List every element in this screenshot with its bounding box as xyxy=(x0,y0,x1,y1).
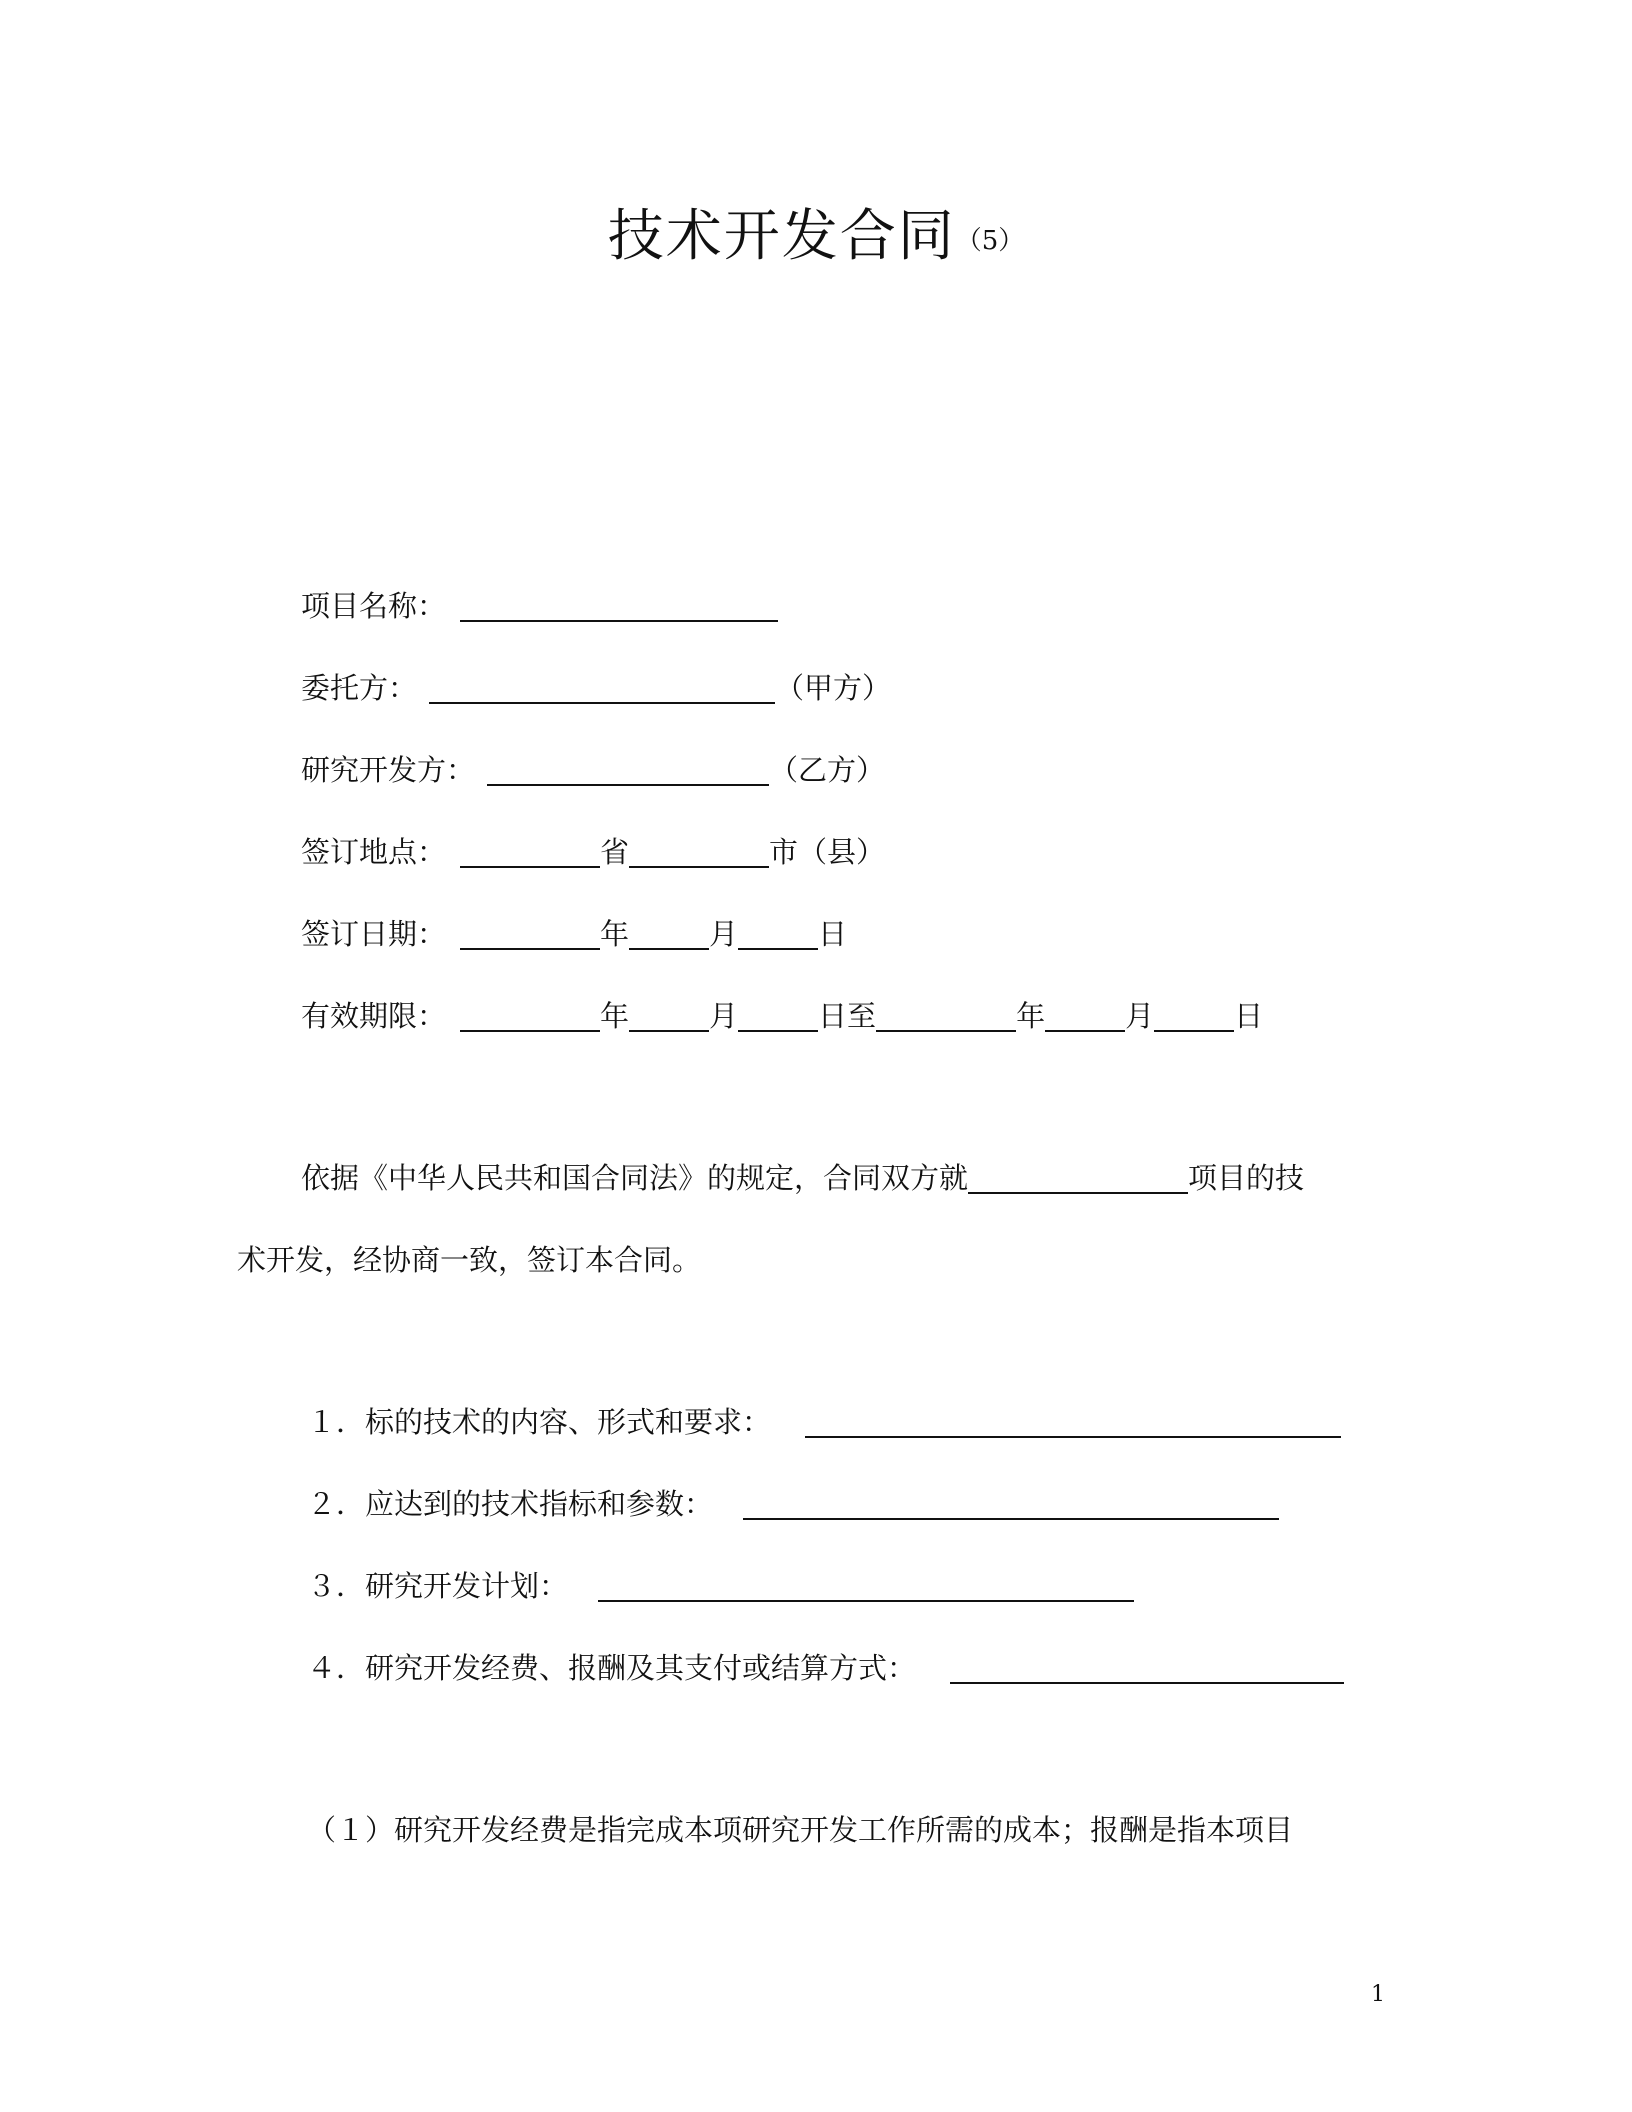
title-suffix: （5） xyxy=(955,226,1025,256)
developer-row xyxy=(301,750,885,790)
validity-day2-blank[interactable] xyxy=(1154,1000,1234,1032)
developer-blank[interactable] xyxy=(487,754,769,786)
document-title xyxy=(0,192,1632,272)
clause-2-text: 应达到的技术指标和参数： xyxy=(365,1487,714,1521)
clause-1 xyxy=(307,1402,1341,1442)
validity-year-blank[interactable] xyxy=(460,1000,600,1032)
date-year-blank[interactable] xyxy=(460,918,600,950)
validity-label: 有效期限： xyxy=(301,999,447,1033)
date-year-label: 年 xyxy=(600,917,630,951)
clause-4-blank[interactable] xyxy=(950,1652,1344,1684)
date-month-label: 月 xyxy=(709,917,739,951)
validity-month2-blank[interactable] xyxy=(1045,1000,1125,1032)
project-name-blank[interactable] xyxy=(460,590,778,622)
sub-clause-1-text: （１）研究开发经费是指完成本项研究开发工作所需的成本；报酬是指本项目 xyxy=(307,1813,1294,1847)
project-name-label: 项目名称： xyxy=(301,589,447,623)
signing-place-label: 签订地点： xyxy=(301,835,447,869)
date-day-label: 日 xyxy=(818,917,848,951)
clause-3-blank[interactable] xyxy=(598,1570,1134,1602)
clause-2-number: ２． xyxy=(307,1487,366,1521)
province-label: 省 xyxy=(600,835,630,869)
preamble-text-1: 依据《中华人民共和国合同法》的规定，合同双方就 xyxy=(301,1161,969,1195)
validity-year-label: 年 xyxy=(600,999,630,1033)
validity-year2-label: 年 xyxy=(1016,999,1046,1033)
validity-row xyxy=(301,996,1263,1036)
client-label: 委托方： xyxy=(301,671,418,705)
clause-4-number: ４． xyxy=(307,1651,366,1685)
validity-day-to-label: 日至 xyxy=(818,999,877,1033)
clause-2-blank[interactable] xyxy=(743,1488,1279,1520)
clause-3-number: ３． xyxy=(307,1569,366,1603)
developer-label: 研究开发方： xyxy=(301,753,476,787)
signing-date-row xyxy=(301,914,847,954)
validity-month-label: 月 xyxy=(709,999,739,1033)
validity-year2-blank[interactable] xyxy=(876,1000,1016,1032)
preamble-project-blank[interactable] xyxy=(968,1162,1188,1194)
signing-date-label: 签订日期： xyxy=(301,917,447,951)
clause-4 xyxy=(307,1648,1344,1688)
project-name-row xyxy=(301,586,778,626)
clause-3 xyxy=(307,1566,1134,1606)
date-month-blank[interactable] xyxy=(629,918,709,950)
province-blank[interactable] xyxy=(460,836,600,868)
validity-day-blank[interactable] xyxy=(738,1000,818,1032)
page-number: 1 xyxy=(1371,1982,1385,2007)
preamble-line-1 xyxy=(301,1158,1304,1198)
title-main: 技术开发合同 xyxy=(607,204,956,269)
validity-month2-label: 月 xyxy=(1125,999,1155,1033)
preamble-line-2 xyxy=(237,1240,701,1280)
city-blank[interactable] xyxy=(629,836,769,868)
clause-4-text: 研究开发经费、报酬及其支付或结算方式： xyxy=(365,1651,917,1685)
clause-1-blank[interactable] xyxy=(805,1406,1341,1438)
developer-suffix: （乙方） xyxy=(769,753,886,787)
client-suffix: （甲方） xyxy=(775,671,892,705)
validity-day2-label: 日 xyxy=(1234,999,1264,1033)
preamble-text-3: 术开发，经协商一致，签订本合同。 xyxy=(237,1243,702,1277)
signing-place-row xyxy=(301,832,885,872)
preamble-text-2: 项目的技 xyxy=(1188,1161,1305,1195)
date-day-blank[interactable] xyxy=(738,918,818,950)
clause-1-text: 标的技术的内容、形式和要求： xyxy=(365,1405,772,1439)
sub-clause-1 xyxy=(307,1810,1293,1850)
validity-month-blank[interactable] xyxy=(629,1000,709,1032)
client-blank[interactable] xyxy=(429,672,775,704)
clause-2 xyxy=(307,1484,1279,1524)
city-label: 市（县） xyxy=(769,835,886,869)
clause-1-number: １． xyxy=(307,1405,366,1439)
client-row xyxy=(301,668,891,708)
clause-3-text: 研究开发计划： xyxy=(365,1569,569,1603)
